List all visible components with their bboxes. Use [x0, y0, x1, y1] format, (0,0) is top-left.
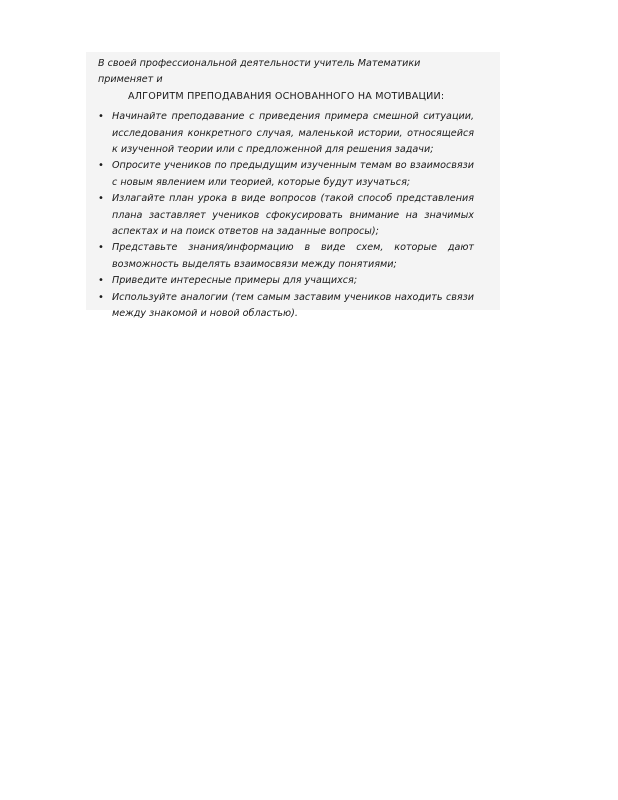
list-item — [98, 240, 474, 273]
bullet-icon: • — [98, 193, 104, 205]
list-item — [98, 273, 474, 289]
list-item-text: Начинайте преподавание с приведения примера смешной ситуации, исследования конкретного случая, маленькой истории, относящейся к изученной теории или с предложенной для решения задачи; — [112, 111, 474, 156]
document-text — [98, 56, 474, 323]
list-item — [98, 158, 474, 191]
list-item-text: Опросите учеников по предыдущим изученным темам во взаимосвязи с новым явлением или теорией, которые будут изучаться; — [112, 160, 474, 188]
intro-line: В своей профессиональной деятельности учитель Математики применяет и — [98, 58, 421, 86]
bullet-icon: • — [98, 160, 104, 172]
bullet-icon: • — [98, 291, 104, 303]
list-item-text: Приведите интересные примеры для учащихся; — [112, 275, 358, 287]
recommendation-list — [98, 109, 474, 322]
list-item — [98, 191, 474, 240]
bullet-icon: • — [98, 275, 104, 287]
list-item — [98, 290, 474, 323]
bullet-icon: • — [98, 111, 104, 123]
algorithm-heading: АЛГОРИТМ ПРЕПОДАВАНИЯ ОСНОВАННОГО НА МОТИВАЦИИ: — [128, 90, 445, 102]
list-item — [98, 109, 474, 158]
list-item-text: Используйте аналогии (тем самым заставим учеников находить связи между знакомой и новой областью). — [112, 291, 474, 320]
list-item-text: Излагайте план урока в виде вопросов (такой способ представления плана заставляет учеников сфокусировать внимание на значимых аспектах и на поиск ответов на заданные вопросы); — [112, 193, 474, 238]
list-item-text: Представьте знания/информацию в виде схем, которые дают возможность выделять взаимосвязи между понятиями; — [112, 242, 474, 270]
bullet-icon: • — [98, 242, 104, 254]
